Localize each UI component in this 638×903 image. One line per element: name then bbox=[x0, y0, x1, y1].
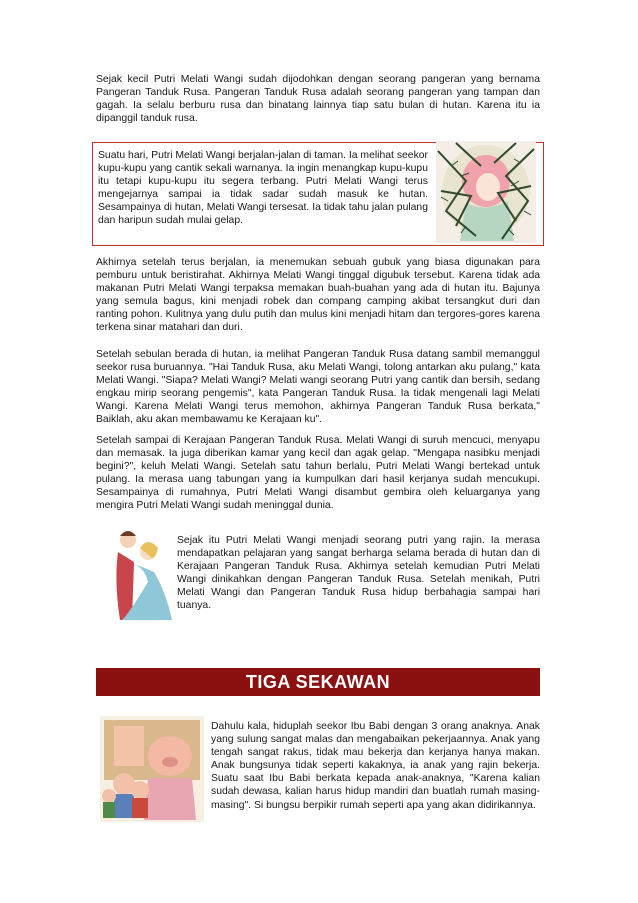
story-paragraph-6: Sejak itu Putri Melati Wangi menjadi seorang putri yang rajin. Ia merasa mendapatkan pelajaran yang sangat berharga selama berada di hutan dan di Kerajaan Pangeran Tanduk Rusa. Akhirnya setelah kemudian Putri Melati Wangi dinikahkan dengan Pangeran Tanduk Rusa. Setelah menikah, Putri Melati Wangi dan Pangeran Tanduk Rusa hidup berbahagia sampai hari tuanya. bbox=[177, 535, 540, 612]
story-paragraph-1: Sejak kecil Putri Melati Wangi sudah dijodohkan dengan seorang pangeran yang bernama Pangeran Tanduk Rusa. Pangeran Tanduk Rusa adalah seorang pangeran yang tampan dan gagah. Ia selalu berburu rusa dan binatang lainnya tiap satu bulan di hutan. Karena itu ia dipanggil tanduk rusa. bbox=[96, 74, 540, 125]
story-paragraph-5: Setelah sampai di Kerajaan Pangeran Tanduk Rusa. Melati Wangi di suruh mencuci, menyapu dan memasak. Ia juga diberikan kamar yang kecil dan agak gelap. "Mengapa nasibku menjadi begini?", keluh Melati Wangi. Setelah satu tahun berlalu, Putri Melati Wangi bertekad untuk pulang. Ia merasa uang tabungan yang ia kumpulkan dari hasil kerjanya sudah mencukupi. Sesampainya di rumahnya, Putri Melati Wangi disambut gembira oleh keluarganya yang mengira Putri Melati Wangi sudah meninggal dunia. bbox=[96, 435, 540, 512]
princess-thorns-illustration bbox=[436, 141, 536, 243]
story-title-banner: TIGA SEKAWAN bbox=[96, 668, 540, 696]
dancing-couple-illustration bbox=[100, 522, 174, 622]
three-pigs-illustration bbox=[100, 716, 204, 822]
story-paragraph-2: Suatu hari, Putri Melati Wangi berjalan-jalan di taman. Ia melihat seekor kupu-kupu yang cantik sekali warnanya. Ia ingin menangkap kupu-kupu itu tetapi kupu-kupu itu segera terbang. Putri Melati Wangi terus mengejarnya sampai ia tidak sadar sudah masuk ke hutan. Sesampainya di hutan, Melati Wangi tersesat. Ia tidak tahu jalan pulang dan haripun sudah mulai gelap. bbox=[98, 150, 428, 227]
story-paragraph-7: Dahulu kala, hiduplah seekor Ibu Babi dengan 3 orang anaknya. Anak yang sulung sangat malas dan mengabaikan pekerjaannya. Anak yang tengah sangat rakus, tidak mau bekerja dan kerjanya hanya makan. Anak bungsunya tidak seperti kakaknya, ia anak yang rajin bekerja. Suatu saat Ibu Babi berkata kepada anak-anaknya, "Karena kalian sudah dewasa, kalian harus hidup mandiri dan buatlah rumah masing-masing". Si bungsu berpikir rumah seperti apa yang akan didirikannya. bbox=[211, 721, 540, 811]
story-paragraph-4: Setelah sebulan berada di hutan, ia melihat Pangeran Tanduk Rusa datang sambil memanggul seekor rusa buruannya. "Hai Tanduk Rusa, aku Melati Wangi, tolong antarkan aku pulang," kata Melati Wangi. "Siapa? Melati Wangi? Melati wangi seorang Putri yang cantik dan bersih, sedang engkau mirip seorang pengemis", kata Pangeran Tanduk Rusa. Ia tidak mengenali lagi Melati Wangi. Karena Melati Wangi terus memohon, akhirnya Pangeran Tanduk Rusa berkata," Baiklah, aku akan membawamu ke Kerajaan ku". bbox=[96, 349, 540, 426]
story-paragraph-3: Akhirnya setelah terus berjalan, ia menemukan sebuah gubuk yang biasa digunakan para pemburu untuk beristirahat. Akhirnya Melati Wangi tinggal digubuk tersebut. Karena tidak ada makanan Putri Melati Wangi terpaksa memakan buah-buahan yang ada di hutan itu. Bajunya yang semula bagus, kini menjadi robek dan compang camping akibat tersangkut duri dan ranting pohon. Kulitnya yang dulu putih dan mulus kini menjadi hitam dan tergores-gores karena terkena sinar matahari dan duri. bbox=[96, 257, 540, 334]
